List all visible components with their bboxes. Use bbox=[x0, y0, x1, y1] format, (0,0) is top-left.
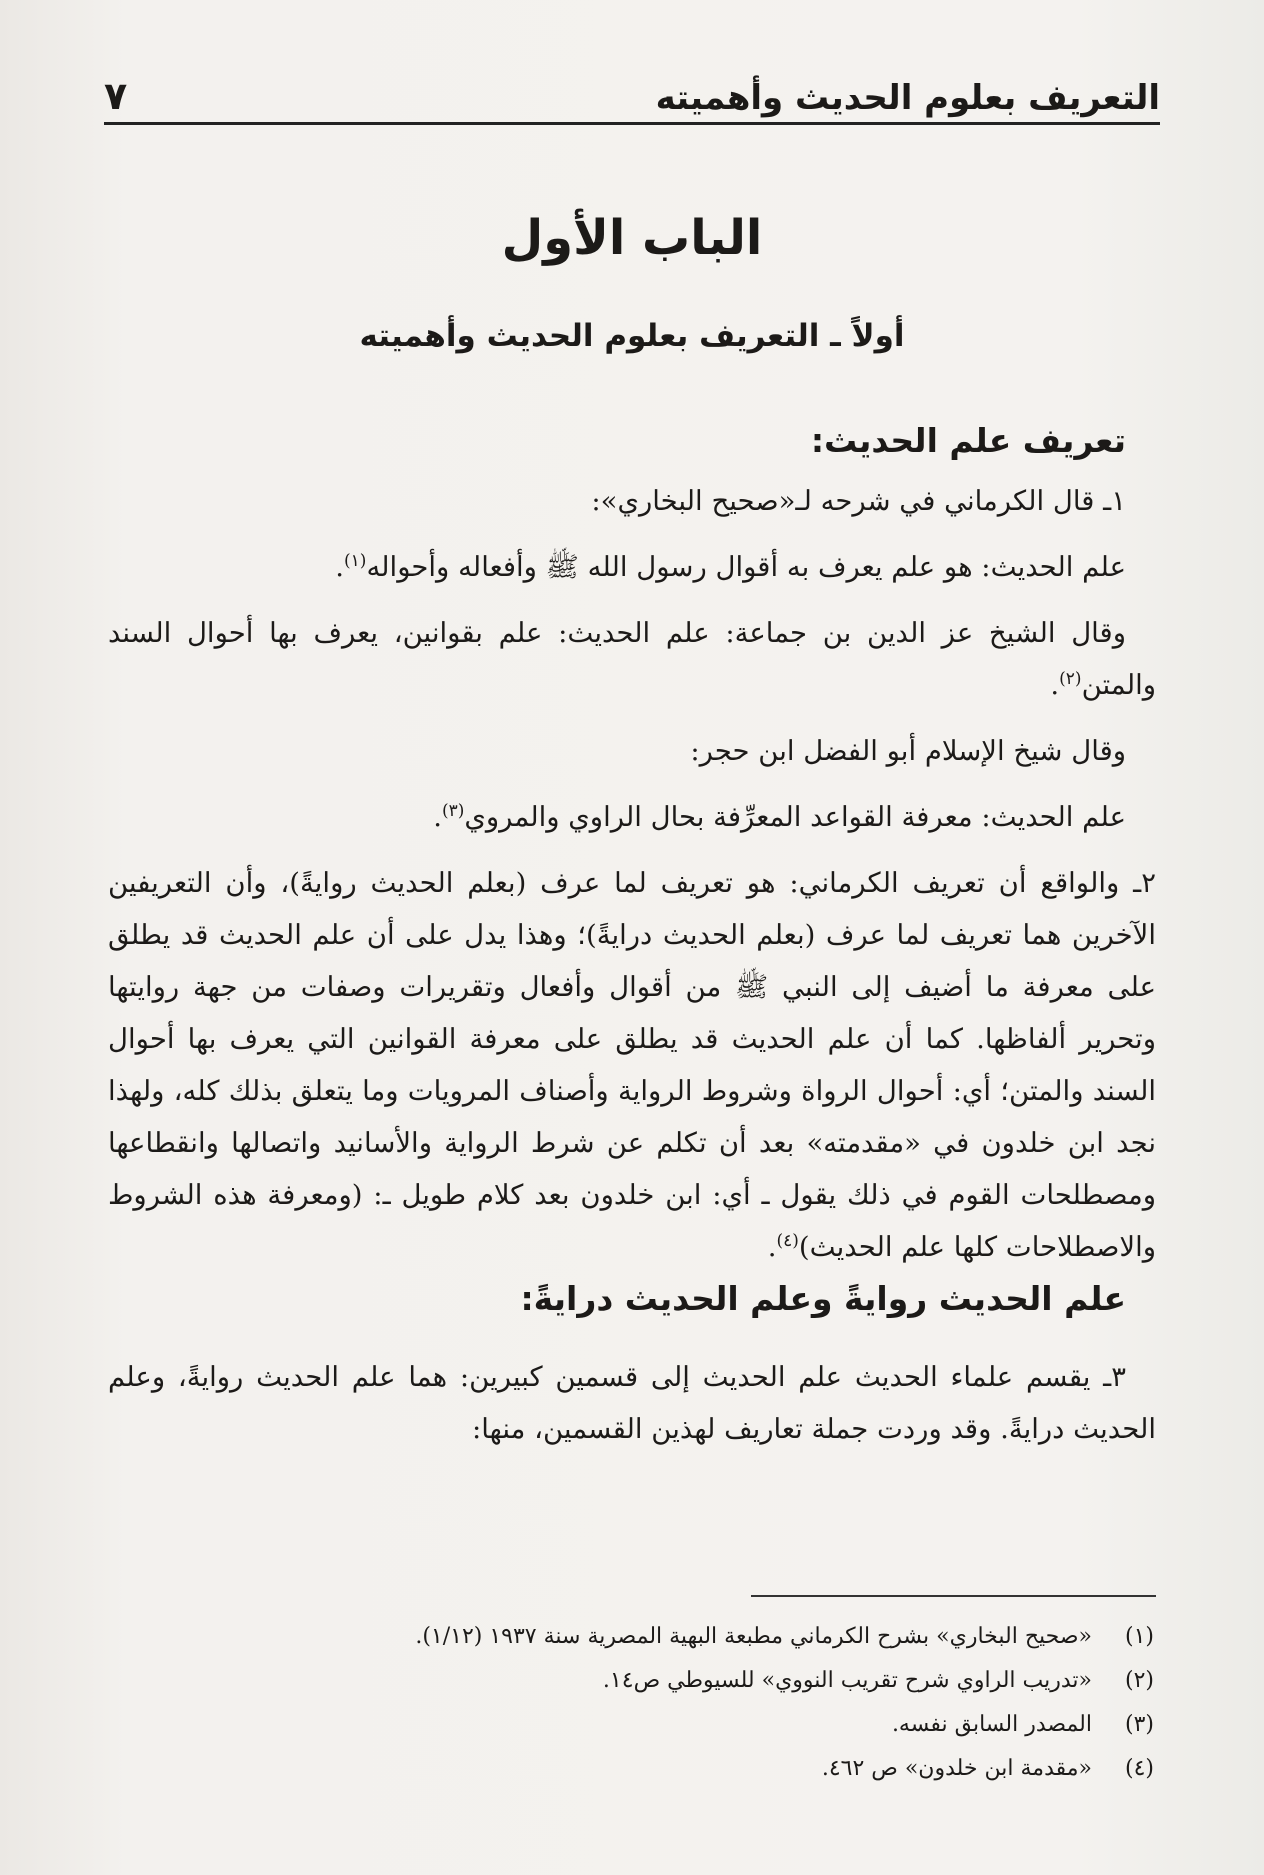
chapter-title: الباب الأول bbox=[501, 210, 763, 266]
header-rule bbox=[104, 122, 1160, 125]
period: . bbox=[335, 551, 345, 583]
period: . bbox=[767, 1231, 777, 1263]
body-text bbox=[108, 415, 1156, 1455]
footnote-number: (٢) bbox=[1124, 1668, 1154, 1693]
period: . bbox=[433, 801, 442, 833]
footnote-item bbox=[108, 1747, 1154, 1791]
paragraph-kirmani-intro: ١ـ قال الكرماني في شرحه لـ«صحيح البخاري»: bbox=[591, 485, 1126, 517]
section-title: أولاً ـ التعريف بعلوم الحديث وأهميته bbox=[359, 318, 905, 354]
definition-text: علم الحديث: هو علم يعرف به أقوال رسول الله ﷺ وأفعاله وأحواله bbox=[366, 551, 1126, 583]
footnote-text: «مقدمة ابن خلدون» ص ٤٦٢. bbox=[821, 1756, 1092, 1781]
paragraph-ibn-hajar-intro: وقال شيخ الإسلام أبو الفضل ابن حجر: bbox=[690, 735, 1126, 767]
footnote-text: «صحيح البخاري» بشرح الكرماني مطبعة البهية المصرية سنة ١٩٣٧ (١/١٢). bbox=[415, 1624, 1092, 1649]
paragraph-ibn-hajar-definition bbox=[108, 791, 1156, 843]
footnote-number: (٣) bbox=[1124, 1712, 1154, 1737]
paragraph-ibn-jamaa bbox=[108, 607, 1156, 711]
footnote-text: المصدر السابق نفسه. bbox=[891, 1712, 1092, 1737]
footnote-number: (٤) bbox=[1124, 1756, 1154, 1781]
running-header-title: التعريف بعلوم الحديث وأهميته bbox=[655, 78, 1160, 118]
footnote-separator bbox=[751, 1595, 1156, 1597]
running-header bbox=[104, 68, 1160, 118]
footnote-text: «تدريب الراوي شرح تقريب النووي» للسيوطي ص١٤. bbox=[602, 1668, 1092, 1693]
paragraph-division: ٣ـ يقسم علماء الحديث علم الحديث إلى قسمين كبيرين: هما علم الحديث روايةً، وعلم الحديث درايةً. وقد وردت جملة تعاريف لهذين القسمين، منها: bbox=[108, 1361, 1156, 1445]
page-number: ٧ bbox=[104, 74, 128, 118]
definition-text: علم الحديث: معرفة القواعد المعرِّفة بحال الراوي والمروي bbox=[464, 801, 1126, 833]
paragraph-kirmani-definition bbox=[108, 541, 1156, 593]
subheading-definition: تعريف علم الحديث: bbox=[810, 421, 1126, 460]
footnote-marker-2: (٢) bbox=[1059, 668, 1082, 689]
footnote-number: (١) bbox=[1124, 1624, 1154, 1649]
definition-text: وقال الشيخ عز الدين بن جماعة: علم الحديث: علم بقوانين، يعرف بها أحوال السند والمتن bbox=[108, 617, 1156, 701]
footnote-marker-1: (١) bbox=[344, 550, 367, 571]
analysis-text: ٢ـ والواقع أن تعريف الكرماني: هو تعريف لما عرف (بعلم الحديث روايةً)، وأن التعريفين الآخرين هما تعريف لما عرف (بعلم الحديث درايةً)؛ وهذا يدل على أن علم الحديث قد يطلق على معرفة ما أضيف إلى النبي ﷺ من أقوال وأفعال وتقريرات وصفات من جهة روايتها وتحرير ألفاظها. كما أن علم الحديث قد يطلق على معرفة القوانين التي يعرف بها أحوال السند والمتن؛ أي: أحوال الرواة وشروط الرواية وأصناف المرويات وما يتعلق بذلك كله، ولهذا نجد ابن خلدون في «مقدمته» بعد أن تكلم عن شرط الرواية والأسانيد واتصالها وانقطاعها ومصطلحات القوم في ذلك يقول ـ أي: ابن خلدون بعد كلام طويل ـ: (ومعرفة هذه الشروط والاصطلاحات كلها علم الحديث) bbox=[108, 867, 1156, 1263]
footnote-item bbox=[108, 1615, 1154, 1659]
footnote-item bbox=[108, 1703, 1154, 1747]
footnote-marker-4: (٤) bbox=[776, 1230, 799, 1251]
subheading-riwaya-diraya: علم الحديث روايةً وعلم الحديث درايةً: bbox=[520, 1279, 1126, 1318]
paragraph-analysis bbox=[108, 857, 1156, 1273]
period: . bbox=[1050, 669, 1060, 701]
footnote-marker-3: (٣) bbox=[441, 800, 465, 821]
footnote-item bbox=[108, 1659, 1154, 1703]
footnotes bbox=[108, 1615, 1154, 1791]
